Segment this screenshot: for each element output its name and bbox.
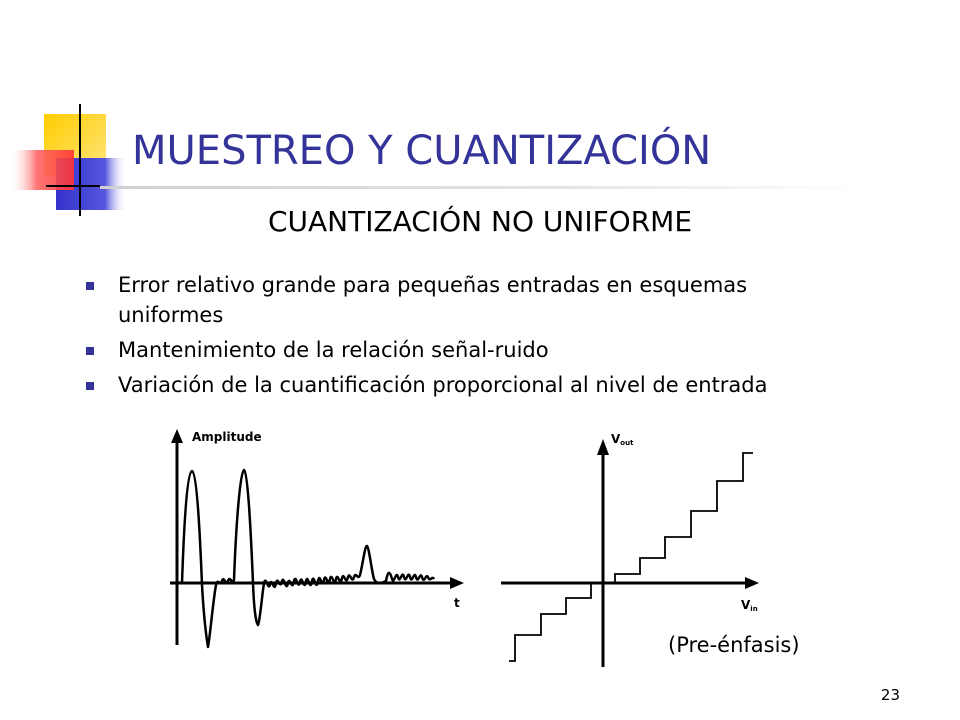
square-bullet-icon bbox=[86, 382, 94, 390]
bullet-item bbox=[80, 270, 850, 330]
bullet-item bbox=[80, 335, 850, 365]
x-axis-arrow-icon bbox=[450, 577, 464, 589]
waveform-line bbox=[182, 470, 434, 647]
bullet-list bbox=[80, 270, 850, 405]
bullet-text: Mantenimiento de la relación señal-ruido bbox=[118, 338, 549, 362]
y-axis-label: Vout bbox=[611, 432, 634, 447]
page-number: 23 bbox=[880, 686, 900, 704]
square-bullet-icon bbox=[86, 347, 94, 355]
title-underline bbox=[100, 186, 870, 189]
y-axis-label: Amplitude bbox=[192, 430, 262, 444]
slide-title: MUESTREO Y CUANTIZACIÓN bbox=[132, 128, 712, 174]
x-axis-label: t bbox=[454, 596, 460, 610]
slide-logo-decoration bbox=[0, 100, 140, 220]
figure-caption: (Pre-énfasis) bbox=[668, 633, 800, 657]
bullet-text: Error relativo grande para pequeñas entradas en esquemas uniformes bbox=[118, 273, 748, 327]
x-axis-label: Vin bbox=[741, 598, 758, 613]
y-axis-arrow-icon bbox=[597, 439, 609, 455]
amplitude-waveform-figure bbox=[160, 425, 470, 655]
bullet-item bbox=[80, 370, 850, 400]
staircase-line bbox=[509, 453, 753, 661]
square-bullet-icon bbox=[86, 282, 94, 290]
slide-subtitle: CUANTIZACIÓN NO UNIFORME bbox=[267, 205, 693, 238]
x-axis-arrow-icon bbox=[745, 577, 759, 589]
y-axis-arrow-icon bbox=[171, 429, 183, 443]
bullet-text: Variación de la cuantificación proporcional al nivel de entrada bbox=[118, 373, 768, 397]
